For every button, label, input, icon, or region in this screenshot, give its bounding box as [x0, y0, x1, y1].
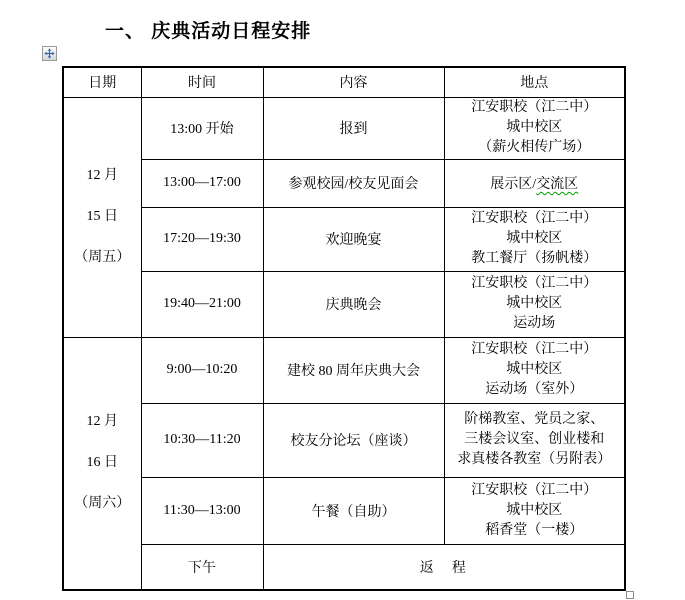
location-line: 城中校区	[506, 362, 563, 377]
date-cell-dec16[interactable]	[63, 337, 141, 590]
time-cell[interactable]: 10:30—11:20	[141, 403, 263, 477]
date-line: 16 日	[86, 455, 118, 471]
table-row	[63, 97, 625, 159]
time-cell[interactable]: 下午	[141, 544, 263, 590]
content-cell[interactable]: 建校 80 周年庆典大会	[263, 337, 444, 403]
location-line: 求真楼各教室（另附表）	[457, 452, 612, 467]
location-line: 城中校区	[506, 502, 563, 518]
header-cell-content[interactable]: 内容	[263, 67, 444, 97]
location-line: 城中校区	[506, 296, 563, 311]
time-cell[interactable]: 13:00—17:00	[141, 159, 263, 207]
spacer	[66, 432, 139, 453]
time-cell[interactable]: 9:00—10:20	[141, 337, 263, 403]
location-line: 教工餐厅（扬帆楼）	[471, 251, 598, 266]
table-row	[63, 337, 625, 403]
table-header-row	[63, 67, 625, 97]
location-line: 运动场	[513, 316, 556, 331]
date-cell-dec15[interactable]	[63, 97, 141, 337]
date-line: （周六）	[74, 496, 131, 512]
table-move-handle-icon[interactable]	[42, 46, 57, 61]
location-cell[interactable]	[444, 159, 625, 207]
table-row	[63, 271, 625, 337]
header-cell-time[interactable]: 时间	[141, 67, 263, 97]
location-line: （薪火相传广场）	[478, 140, 591, 155]
return-trip-cell[interactable]: 返 程	[263, 544, 625, 590]
location-line: 江安职校（江二中）	[471, 211, 598, 226]
location-line: 城中校区	[506, 120, 563, 135]
location-cell[interactable]	[444, 97, 625, 159]
table-footer-row	[63, 544, 625, 590]
time-cell[interactable]: 19:40—21:00	[141, 271, 263, 337]
table-row	[63, 207, 625, 271]
time-cell[interactable]: 11:30—13:00	[141, 477, 263, 544]
location-cell[interactable]	[444, 207, 625, 271]
header-cell-location[interactable]: 地点	[444, 67, 625, 97]
date-line: 12 月	[86, 168, 118, 183]
location-cell[interactable]	[444, 403, 625, 477]
table-row	[63, 403, 625, 477]
date-line: 12 月	[86, 414, 118, 430]
location-line: 阶梯教室、党员之家、	[464, 412, 605, 427]
location-line: 江安职校（江二中）	[471, 342, 598, 357]
location-line: 城中校区	[506, 231, 563, 246]
time-cell[interactable]: 13:00 开始	[141, 97, 263, 159]
spacer	[66, 186, 139, 207]
location-line: 江安职校（江二中）	[471, 100, 598, 115]
content-cell[interactable]: 欢迎晚宴	[263, 207, 444, 271]
content-cell[interactable]: 报到	[263, 97, 444, 159]
location-line: 稻香堂（一楼）	[485, 522, 584, 538]
content-cell[interactable]: 参观校园/校友见面会	[263, 159, 444, 207]
date-line: 15 日	[86, 209, 118, 224]
schedule-table	[62, 66, 626, 591]
spacer	[66, 227, 139, 248]
location-line: 三楼会议室、创业楼和	[464, 432, 605, 447]
table-row	[63, 477, 625, 544]
location-line: 江安职校（江二中）	[471, 482, 598, 498]
table-row	[63, 159, 625, 207]
move-arrows-icon	[44, 48, 55, 59]
content-cell[interactable]: 午餐（自助）	[263, 477, 444, 544]
date-line: （周五）	[74, 250, 131, 265]
page-title: 一、 庆典活动日程安排	[105, 21, 312, 42]
location-cell[interactable]	[444, 337, 625, 403]
location-cell[interactable]	[444, 477, 625, 544]
location-cell[interactable]	[444, 271, 625, 337]
content-cell[interactable]: 庆典晚会	[263, 271, 444, 337]
table-resize-handle-icon[interactable]	[626, 591, 634, 599]
content-cell[interactable]: 校友分论坛（座谈）	[263, 403, 444, 477]
location-line: 运动场（室外）	[485, 382, 584, 397]
time-cell[interactable]: 17:20—19:30	[141, 207, 263, 271]
header-cell-date[interactable]: 日期	[63, 67, 141, 97]
location-line: 江安职校（江二中）	[471, 276, 598, 291]
location-text-spellcheck: 交流区	[536, 177, 579, 192]
spacer	[66, 473, 139, 494]
location-text: 展示区/	[490, 177, 537, 192]
